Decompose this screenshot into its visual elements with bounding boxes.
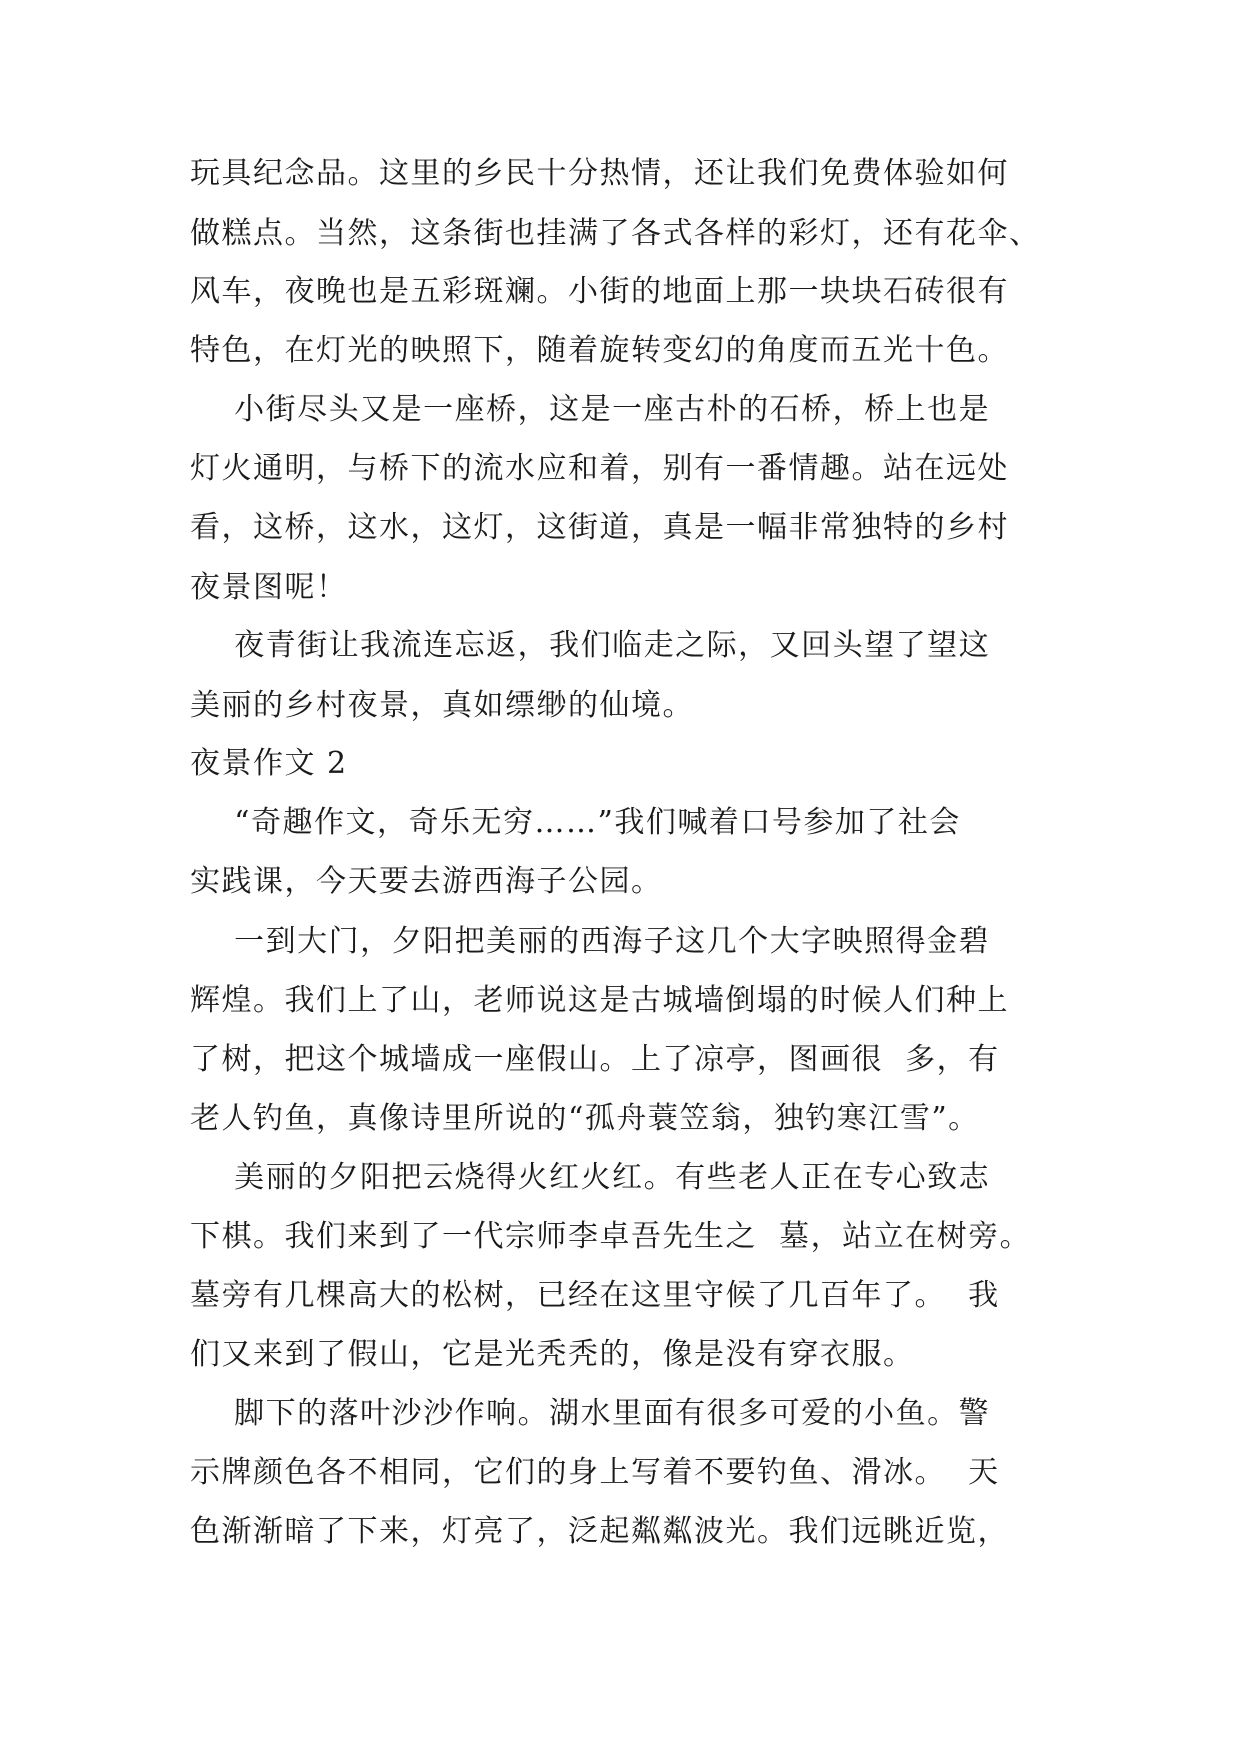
text-line: 实践课，今天要去游西海子公园。	[190, 864, 663, 899]
text-line: 风车，夜晚也是五彩斑斓。小街的地面上那一块块石砖很有	[190, 274, 1009, 309]
text-line: 灯火通明，与桥下的流水应和着，别有一番情趣。站在远处	[190, 451, 1009, 486]
text-line: “奇趣作文，奇乐无穷……”我们喊着口号参加了社会	[190, 805, 961, 840]
text-line: 色渐渐暗了下来，灯亮了，泛起粼粼波光。我们远眺近览，	[190, 1514, 1009, 1549]
text-line: 小街尽头又是一座桥，这是一座古朴的石桥，桥上也是	[190, 392, 991, 427]
text-line: 美丽的乡村夜景，真如缥缈的仙境。	[190, 688, 694, 723]
text-line: 看，这桥，这水，这灯，这街道，真是一幅非常独特的乡村	[190, 510, 1009, 545]
text-line: 玩具纪念品。这里的乡民十分热情，还让我们免费体验如何	[190, 156, 1009, 191]
text-line: 示牌颜色各不相同，它们的身上写着不要钓鱼、滑冰。 天	[190, 1455, 1000, 1490]
text-line: 脚下的落叶沙沙作响。湖水里面有很多可爱的小鱼。警	[190, 1396, 991, 1431]
text-line: 们又来到了假山，它是光秃秃的，像是没有穿衣服。	[190, 1337, 915, 1372]
text-line: 了树，把这个城墙成一座假山。上了凉亭，图画很 多，有	[190, 1042, 1000, 1077]
section-heading: 夜景作文 2	[190, 746, 348, 781]
text-line: 做糕点。当然，这条街也挂满了各式各样的彩灯，还有花伞、	[190, 216, 1041, 251]
text-line: 老人钓鱼，真像诗里所说的“孤舟蓑笠翁，独钓寒江雪”。	[190, 1101, 980, 1136]
text-line: 特色，在灯光的映照下，随着旋转变幻的角度而五光十色。	[190, 333, 1009, 368]
text-line: 美丽的夕阳把云烧得火红火红。有些老人正在专心致志	[190, 1160, 991, 1195]
text-line: 一到大门，夕阳把美丽的西海子这几个大字映照得金碧	[190, 924, 991, 959]
text-line: 下棋。我们来到了一代宗师李卓吾先生之 墓，站立在树旁。	[190, 1219, 1032, 1254]
text-line: 夜景图呢！	[190, 570, 348, 605]
text-line: 墓旁有几棵高大的松树，已经在这里守候了几百年了。 我	[190, 1278, 1000, 1313]
text-line: 辉煌。我们上了山，老师说这是古城墙倒塌的时候人们种上	[190, 983, 1009, 1018]
text-line: 夜青街让我流连忘返，我们临走之际，又回头望了望这	[190, 628, 991, 663]
